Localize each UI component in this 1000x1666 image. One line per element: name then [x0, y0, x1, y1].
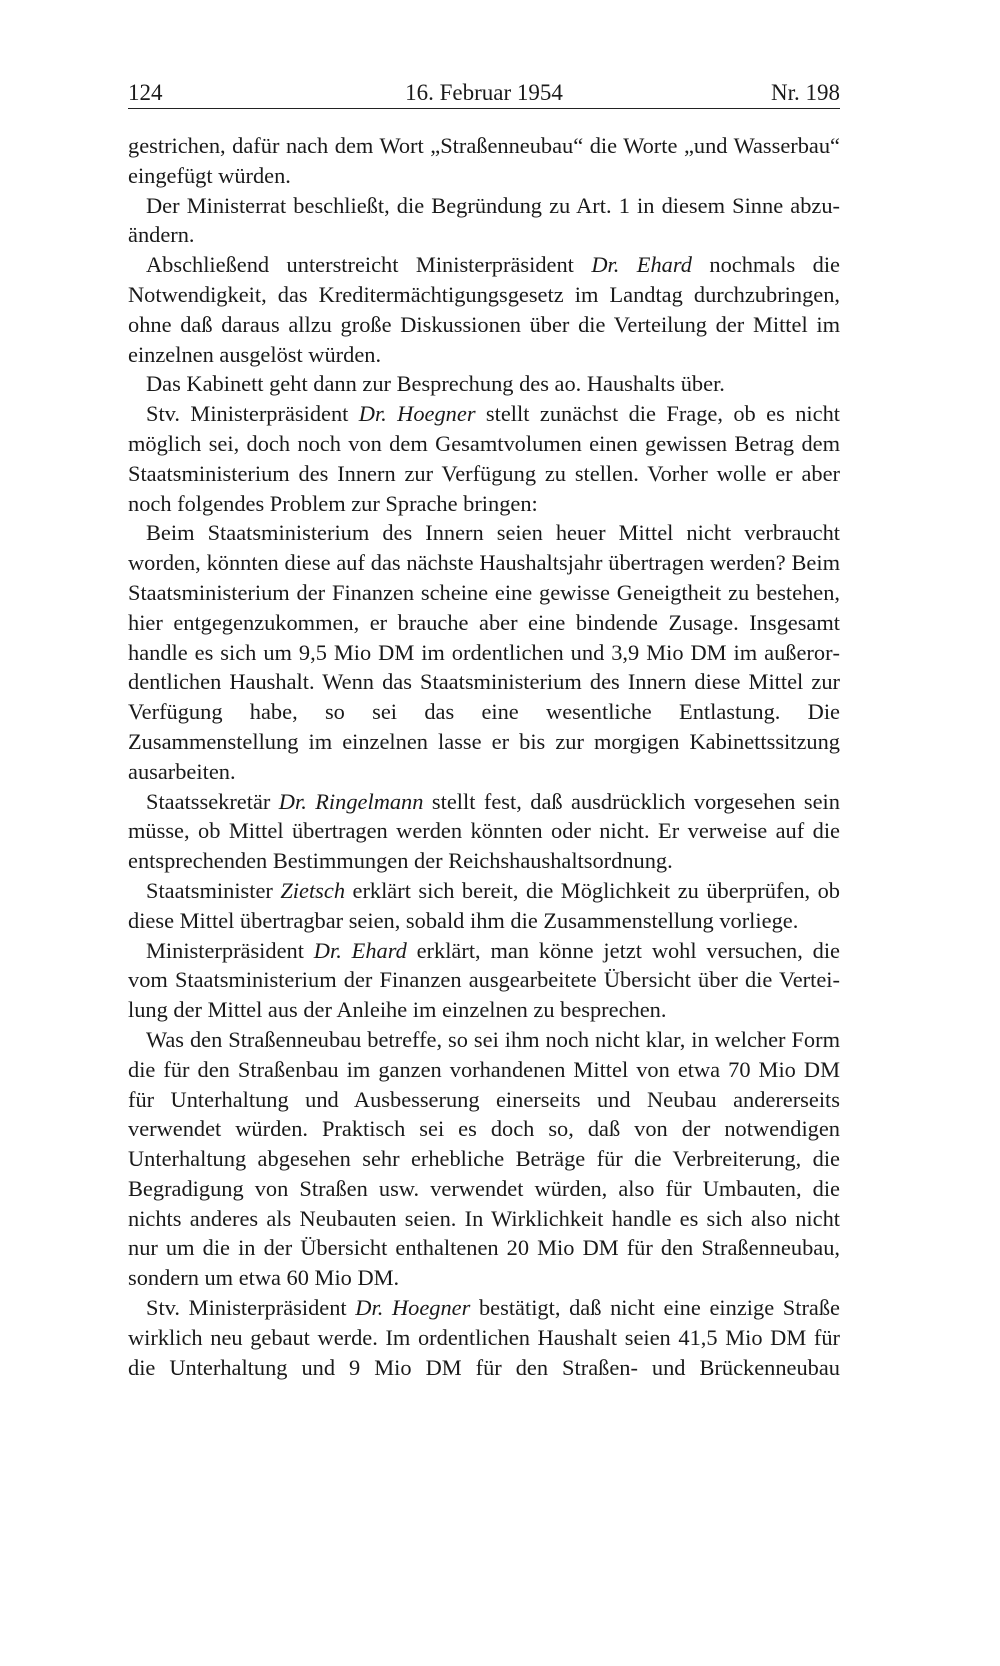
page-number: 124	[128, 80, 163, 105]
text-run: Der Ministerrat beschließt, die Begründung zu Art. 1 in diesem Sinne abzuändern.	[128, 192, 840, 248]
speaker-name: Zietsch	[280, 877, 346, 903]
paragraph	[128, 1293, 840, 1382]
text-run: Stv. Ministerpräsident	[146, 1295, 356, 1321]
text-run: Ministerpräsident	[146, 937, 314, 963]
text-run: stellt zunächst die Frage, ob es nicht möglich sei, doch noch von dem Gesamtvolumen einen gewissen Betrag dem Staatsministerium des Innern zur Verfügung zu stellen. Vorher wolle er aber noch folgendes Problem zur Sprache bringen:	[128, 401, 840, 516]
header-date: 16. Februar 1954	[405, 80, 563, 105]
speaker-name: Dr. Hoegner	[355, 1295, 471, 1321]
speaker-name: Dr. Ringelmann	[278, 788, 424, 814]
text-run: Abschließend unterstreicht Ministerpräsident	[146, 252, 592, 278]
paragraph	[128, 1025, 840, 1293]
text-run: bestätigt, daß nicht eine einzige Straße wirklich neu gebaut werde. Im ordentlichen Haushalt seien 41,5 Mio DM für die Unterhaltung und 9 Mio DM für den Straßen- und Brückenneubau	[128, 1295, 840, 1380]
paragraph	[128, 518, 840, 786]
text-run: nochmals die Notwendigkeit, das Kreditermächtigungsgesetz im Landtag durchzubringen, ohne daß daraus allzu große Diskussionen über die Verteilung der Mittel im einzelnen ausgelöst würden.	[128, 252, 840, 367]
paragraph	[128, 131, 840, 191]
paragraph	[128, 399, 840, 518]
document-number: Nr. 198	[771, 80, 840, 105]
text-run: stellt fest, daß ausdrücklich vorgesehen sein müsse, ob Mittel übertragen werden könnten oder nicht. Er verweise auf die entsprechenden Bestimmungen der Reichshaushaltsordnung.	[128, 788, 840, 874]
speaker-name: Dr. Ehard	[591, 252, 692, 278]
running-header	[128, 78, 840, 109]
text-run: Stv. Ministerpräsident	[146, 401, 359, 427]
text-run: Staatsminister	[146, 877, 281, 903]
paragraph	[128, 250, 840, 369]
speaker-name: Dr. Hoegner	[358, 401, 476, 427]
paragraph	[128, 876, 840, 936]
body-text	[128, 131, 840, 1382]
paragraph	[128, 787, 840, 876]
paragraph	[128, 936, 840, 1025]
text-run: Was den Straßenneubau betreffe, so sei ihm noch nicht klar, in welcher Form die für den Straßenbau im ganzen vorhandenen Mittel von etwa 70 Mio DM für Unterhaltung und Ausbesserung einerseits und Neubau andererseits verwendet würden. Praktisch sei es doch so, daß von der notwendigen Unterhaltung abgesehen sehr erhebliche Beträge für die Verbreiterung, die Begradigung von Straßen usw. verwendet würden, also für Umbauten, die nichts anderes als Neubauten seien. In Wirklichkeit handle es sich also nicht nur um die in der Übersicht enthaltenen 20 Mio DM für den Straßenneubau, sondern um etwa 60 Mio DM.	[128, 1026, 840, 1291]
speaker-name: Dr. Ehard	[313, 937, 407, 963]
text-run: gestrichen, dafür nach dem Wort „Straßenneubau“ die Worte „und Wasserbau“ eingefügt würden.	[128, 133, 840, 188]
text-run: erklärt sich bereit, die Möglichkeit zu überprüfen, ob diese Mittel übertragbar seien, sobald ihm die Zusammenstellung vorliege.	[128, 877, 840, 933]
document-page	[128, 78, 840, 1382]
paragraph	[128, 191, 840, 251]
text-run: erklärt, man könne jetzt wohl versuchen, die vom Staatsministerium der Finanzen ausgearbeitete Übersicht über die Verteilung der Mittel aus der Anleihe im einzelnen zu besprechen.	[128, 937, 840, 1023]
paragraph	[128, 369, 840, 399]
text-run: Staatssekretär	[146, 788, 279, 814]
text-run: Beim Staatsministerium des Innern seien heuer Mittel nicht verbraucht worden, könnten diese auf das nächste Haushaltsjahr übertragen werden? Beim Staatsministerium der Finanzen scheine eine gewisse Geneigtheit zu bestehen, hier entgegenzukommen, er brauche aber eine bindende Zusage. Insgesamt handle es sich um 9,5 Mio DM im ordentlichen und 3,9 Mio DM im außerordentlichen Haushalt. Wenn das Staatsministerium des Innern diese Mittel zur Verfügung habe, so sei das eine wesentliche Entlastung. Die Zusammenstellung im einzelnen lasse er bis zur morgigen Kabinettssitzung ausarbeiten.	[128, 520, 840, 784]
text-run: Das Kabinett geht dann zur Besprechung des ao. Haushalts über.	[146, 371, 725, 397]
